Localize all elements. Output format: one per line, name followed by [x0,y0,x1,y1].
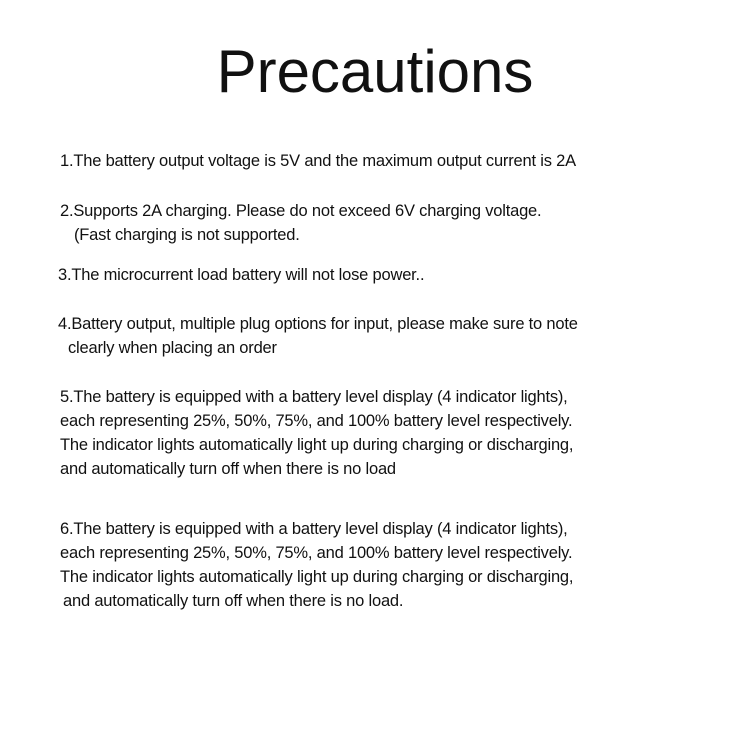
precaution-4-line-2: clearly when placing an order [68,339,277,357]
precaution-3-line-1: 3.The microcurrent load battery will not lose power.. [58,266,425,284]
precaution-item-5 [60,385,573,481]
precaution-6-line-4: and automatically turn off when there is no load. [63,592,404,610]
precaution-5-line-2: each representing 25%, 50%, 75%, and 100% battery level respectively. [60,412,573,430]
precaution-1-line-1: 1.The battery output voltage is 5V and the maximum output current is 2A [60,152,576,170]
precaution-item-1 [60,149,576,173]
precaution-item-4 [58,312,578,360]
precaution-6-line-3: The indicator lights automatically light up during charging or discharging, [60,568,574,586]
precaution-item-6 [60,517,573,613]
precaution-item-3 [58,263,424,287]
precaution-2-line-1: 2.Supports 2A charging. Please do not exceed 6V charging voltage. [60,202,542,220]
precaution-5-line-3: The indicator lights automatically light up during charging or discharging, [60,436,574,454]
precaution-6-line-1: 6.The battery is equipped with a battery level display (4 indicator lights), [60,520,568,538]
precaution-4-line-1: 4.Battery output, multiple plug options for input, please make sure to note [58,315,578,333]
precaution-2-line-2: (Fast charging is not supported. [74,226,300,244]
precaution-5-line-4: and automatically turn off when there is no load [60,460,396,478]
precaution-item-2 [60,199,541,247]
precaution-6-line-2: each representing 25%, 50%, 75%, and 100% battery level respectively. [60,544,573,562]
page-title: Precautions [216,38,534,105]
precaution-5-line-1: 5.The battery is equipped with a battery level display (4 indicator lights), [60,388,568,406]
